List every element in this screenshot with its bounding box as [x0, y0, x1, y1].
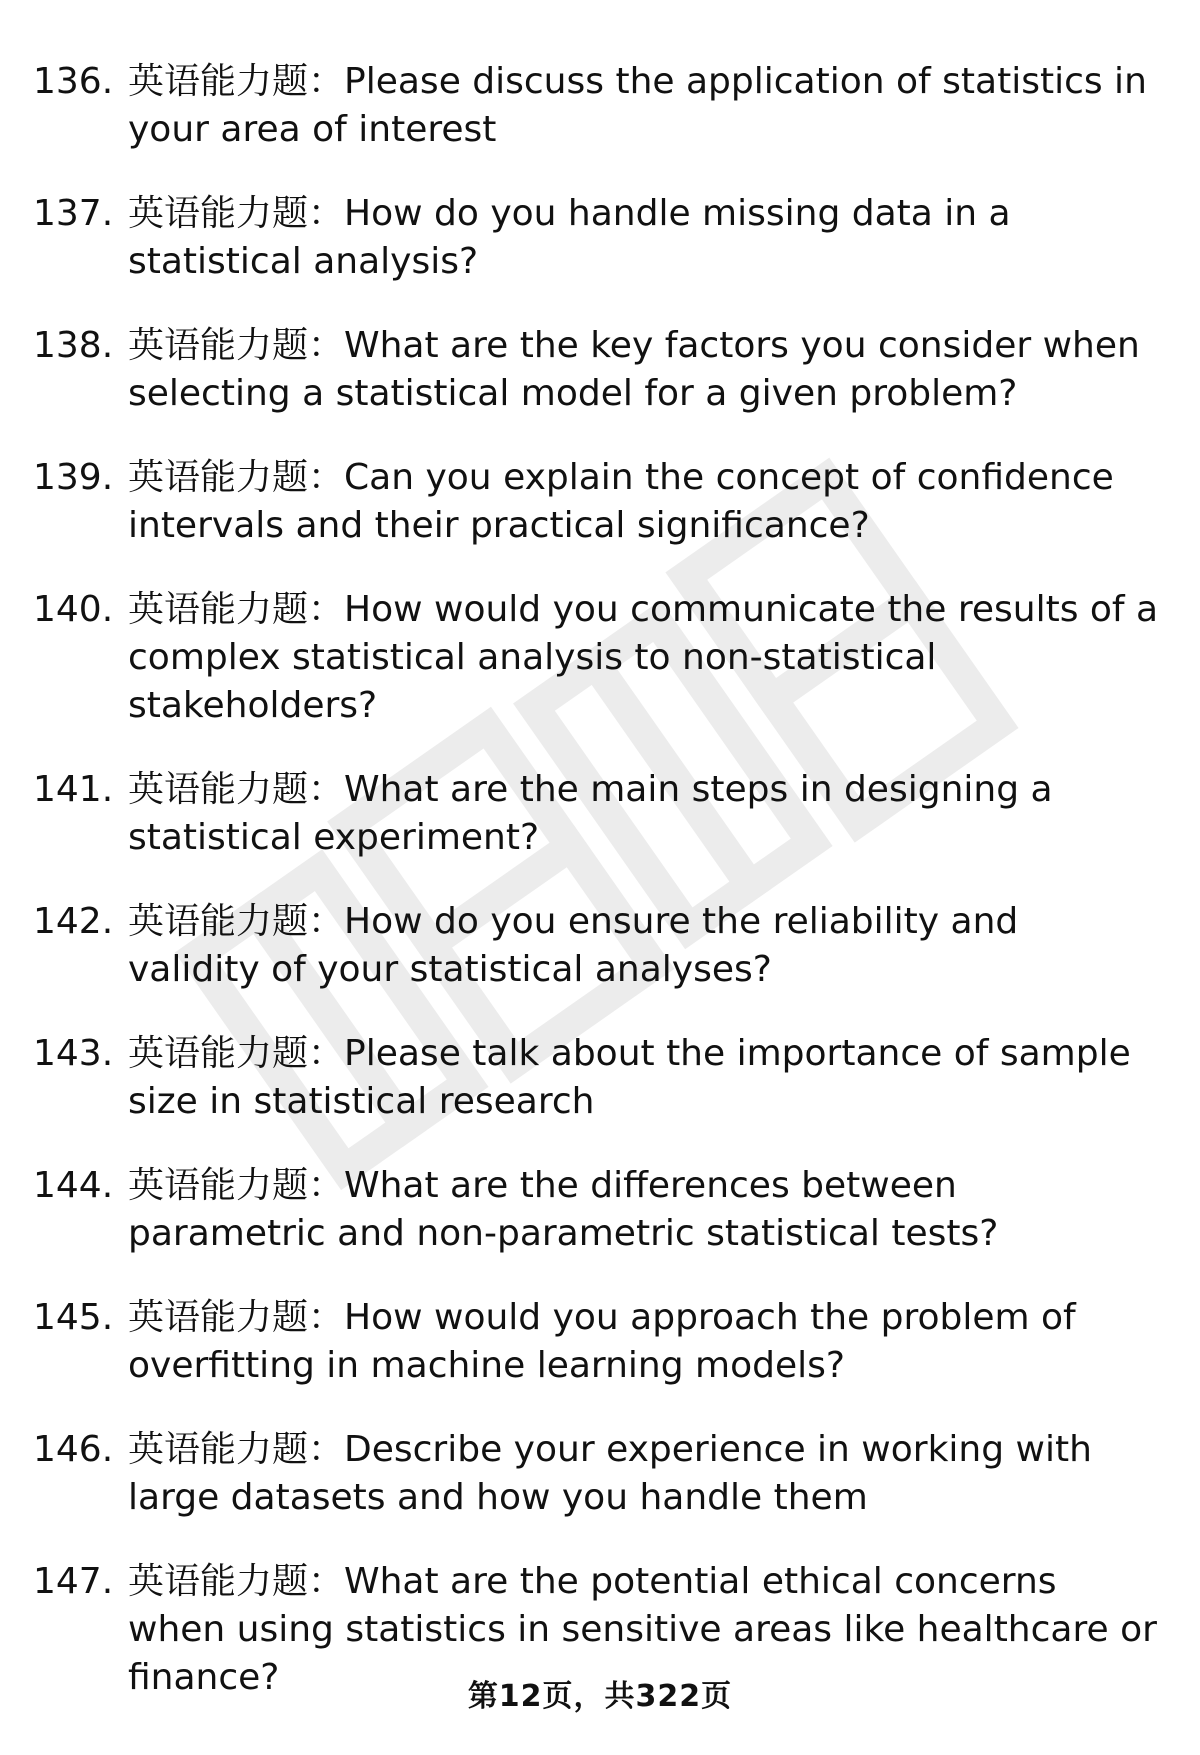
question-text: How do you handle missing data in a statistical analysis?: [128, 193, 1011, 282]
question-item: [0, 1558, 1200, 1702]
question-number: 145.: [33, 1297, 114, 1338]
question-prefix: 英语能力题：: [128, 1429, 345, 1470]
question-text: Please discuss the application of statistics in your area of interest: [128, 61, 1147, 150]
question-text: What are the main steps in designing a statistical experiment?: [128, 769, 1053, 858]
question-item: [0, 766, 1200, 862]
question-item: [0, 1162, 1200, 1258]
question-item: [0, 1426, 1200, 1522]
question-prefix: 英语能力题：: [128, 1165, 345, 1206]
question-prefix: 英语能力题：: [128, 457, 345, 498]
question-text: Please talk about the importance of sample size in statistical research: [128, 1033, 1131, 1122]
question-prefix: 英语能力题：: [128, 1297, 345, 1338]
question-number: 140.: [33, 589, 114, 630]
question-prefix: 英语能力题：: [128, 61, 345, 102]
question-number: 146.: [33, 1429, 114, 1470]
question-item: [0, 454, 1200, 550]
question-text: What are the differences between parametric and non-parametric statistical tests?: [128, 1165, 999, 1254]
question-text: How would you communicate the results of a complex statistical analysis to non-statistical stakeholders?: [128, 589, 1159, 726]
question-number: 142.: [33, 901, 114, 942]
question-number: 137.: [33, 193, 114, 234]
question-text: What are the key factors you consider when selecting a statistical model for a given problem?: [128, 325, 1140, 414]
question-prefix: 英语能力题：: [128, 769, 345, 810]
question-number: 141.: [33, 769, 114, 810]
question-prefix: 英语能力题：: [128, 193, 345, 234]
question-text: What are the potential ethical concerns when using statistics in sensitive areas like healthcare or finance?: [128, 1561, 1157, 1698]
question-item: [0, 898, 1200, 994]
question-number: 138.: [33, 325, 114, 366]
question-prefix: 英语能力题：: [128, 325, 345, 366]
question-text: Can you explain the concept of confidence intervals and their practical significance?: [128, 457, 1114, 546]
question-prefix: 英语能力题：: [128, 1033, 345, 1074]
question-number: 139.: [33, 457, 114, 498]
question-number: 144.: [33, 1165, 114, 1206]
question-prefix: 英语能力题：: [128, 901, 345, 942]
question-item: [0, 322, 1200, 418]
question-item: [0, 586, 1200, 730]
question-number: 136.: [33, 61, 114, 102]
question-list: [0, 58, 1200, 1702]
question-item: [0, 190, 1200, 286]
question-item: [0, 58, 1200, 154]
question-text: Describe your experience in working with large datasets and how you handle them: [128, 1429, 1092, 1518]
question-prefix: 英语能力题：: [128, 589, 345, 630]
page-footer: 第12页，共322页: [467, 1679, 733, 1714]
question-text: How would you approach the problem of overfitting in machine learning models?: [128, 1297, 1076, 1386]
question-number: 143.: [33, 1033, 114, 1074]
question-prefix: 英语能力题：: [128, 1561, 345, 1602]
question-item: [0, 1030, 1200, 1126]
question-number: 147.: [33, 1561, 114, 1602]
question-item: [0, 1294, 1200, 1390]
question-text: How do you ensure the reliability and validity of your statistical analyses?: [128, 901, 1019, 990]
